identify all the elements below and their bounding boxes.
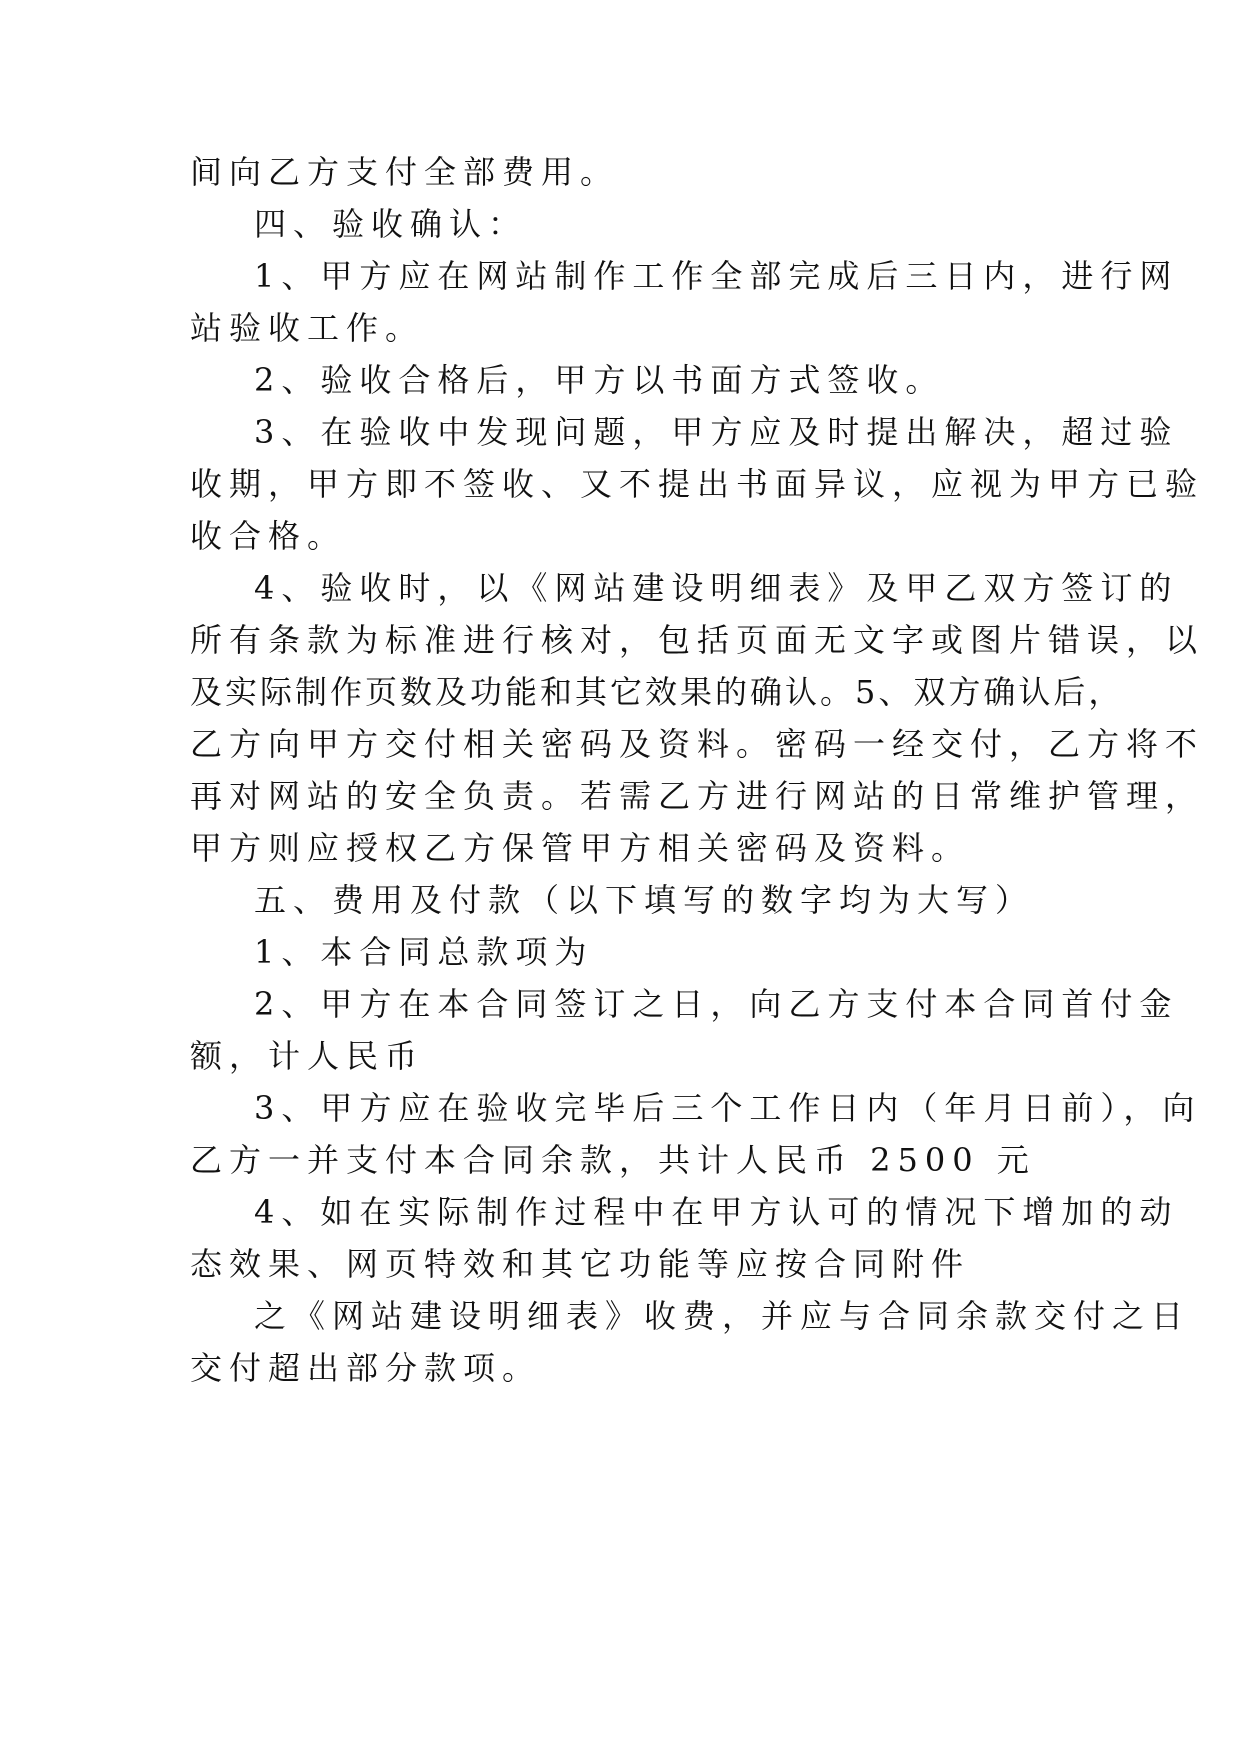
text-line-1: 间向乙方支付全部费用。	[190, 153, 620, 191]
text-line-23: 之《网站建设明细表》收费，并应与合同余款交付之日	[254, 1297, 1191, 1335]
section-heading-fees: 五、费用及付款（以下填写的数字均为大写）	[254, 881, 1035, 919]
text-line-4: 站验收工作。	[190, 309, 425, 347]
text-line-19: 3、甲方应在验收完毕后三个工作日内（年月日前），向	[254, 1089, 1202, 1127]
text-line-24: 交付超出部分款项。	[190, 1349, 542, 1387]
text-line-13: 再对网站的安全负责。若需乙方进行网站的日常维护管理，	[190, 777, 1205, 815]
text-line-20: 乙方一并支付本合同余款，共计人民币 2500 元	[190, 1141, 1036, 1179]
section-heading-acceptance: 四、验收确认：	[254, 205, 528, 243]
text-line-21: 4、如在实际制作过程中在甲方认可的情况下增加的动	[254, 1193, 1179, 1231]
text-line-8: 收合格。	[190, 517, 347, 555]
text-line-18: 额，计人民币	[190, 1037, 425, 1075]
text-line-16: 1、本合同总款项为	[254, 933, 594, 971]
text-line-22: 态效果、网页特效和其它功能等应按合同附件	[190, 1245, 971, 1283]
text-line-6: 3、在验收中发现问题，甲方应及时提出解决，超过验	[254, 413, 1179, 451]
text-line-10: 所有条款为标准进行核对，包括页面无文字或图片错误，以	[190, 621, 1205, 659]
text-line-9: 4、验收时，以《网站建设明细表》及甲乙双方签订的	[254, 569, 1179, 607]
text-line-12: 乙方向甲方交付相关密码及资料。密码一经交付，乙方将不	[190, 725, 1205, 763]
text-line-5: 2、验收合格后，甲方以书面方式签收。	[254, 361, 945, 399]
text-line-11: 及实际制作页数及功能和其它效果的确认。5、双方确认后，	[190, 673, 1124, 711]
text-line-3: 1、甲方应在网站制作工作全部完成后三日内，进行网	[254, 257, 1179, 295]
text-line-7: 收期，甲方即不签收、又不提出书面异议，应视为甲方已验	[190, 465, 1205, 503]
text-line-17: 2、甲方在本合同签订之日，向乙方支付本合同首付金	[254, 985, 1179, 1023]
text-line-14: 甲方则应授权乙方保管甲方相关密码及资料。	[190, 829, 971, 867]
